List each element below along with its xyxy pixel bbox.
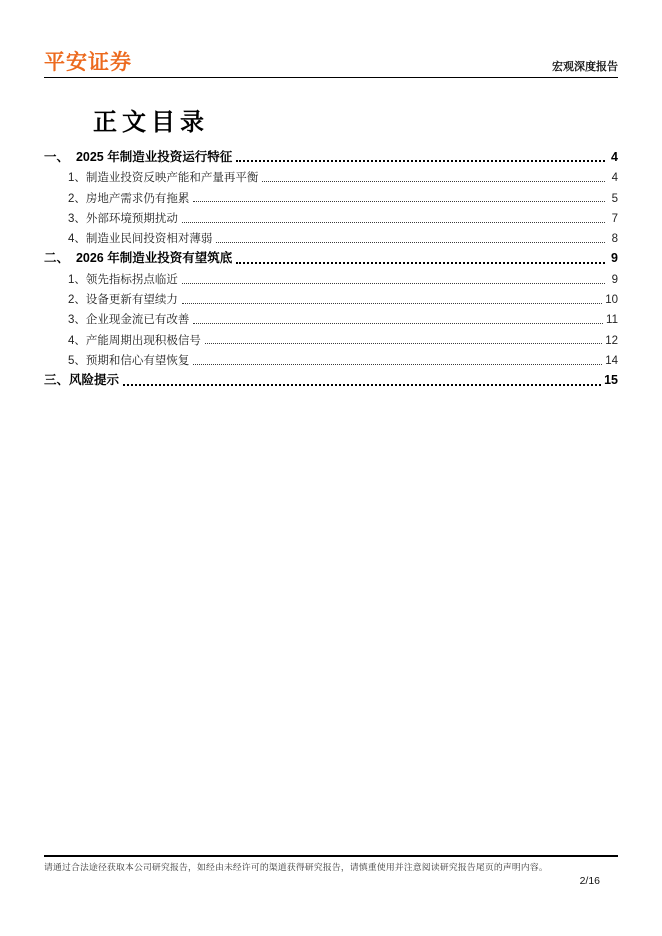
- toc-entry-1-4[interactable]: [44, 226, 618, 246]
- dotted-leader: [123, 384, 601, 386]
- disclaimer-text: 请通过合法途径获取本公司研究报告，如经由未经许可的渠道获得研究报告，请慎重使用并注意阅读研究报告尾页的声明内容。: [44, 862, 548, 872]
- toc-entry-page: 9: [611, 273, 618, 286]
- report-type-label: 宏观深度报告: [552, 61, 618, 73]
- toc-entry-page: 8: [611, 233, 618, 246]
- header-divider: [44, 77, 618, 78]
- toc-entry-text: 三、风险提示: [44, 372, 120, 387]
- toc-entry-2-4[interactable]: [44, 328, 618, 348]
- toc-entry-page: 12: [605, 334, 618, 347]
- toc-entry-text: 1、领先指标拐点临近: [68, 273, 178, 286]
- toc-entry-page: 4: [611, 172, 618, 185]
- page-footer: [44, 855, 618, 887]
- toc-entry-text: 3、外部环境预期扰动: [68, 212, 178, 225]
- toc-entry-section-3[interactable]: [44, 368, 618, 388]
- toc-entry-page: 5: [611, 192, 618, 205]
- toc-entry-page: 10: [605, 294, 618, 306]
- dotted-leader: [193, 364, 602, 365]
- toc-entry-text: 二、 2026 年制造业投资有望筑底: [44, 251, 233, 266]
- dotted-leader: [205, 343, 602, 344]
- toc-entry-1-2[interactable]: [44, 186, 618, 206]
- footer-divider: [44, 855, 618, 857]
- page-header: [44, 46, 618, 76]
- toc-entry-text: 3、企业现金流已有改善: [68, 314, 190, 327]
- toc-entry-1-1[interactable]: [44, 165, 618, 185]
- toc-entry-page: 4: [611, 149, 618, 164]
- toc-entry-page: 7: [611, 212, 618, 225]
- toc-entry-text: 2、设备更新有望续力: [68, 294, 178, 306]
- dotted-leader: [262, 181, 605, 182]
- dotted-leader: [236, 160, 605, 162]
- toc-entry-section-1[interactable]: [44, 145, 618, 165]
- toc-entry-page: 14: [605, 354, 618, 367]
- toc-entry-page: 11: [606, 314, 618, 327]
- dotted-leader: [182, 222, 605, 223]
- dotted-leader: [182, 283, 605, 284]
- dotted-leader: [193, 323, 603, 324]
- toc-entry-page: 15: [604, 372, 618, 387]
- toc-entry-2-2[interactable]: [44, 287, 618, 307]
- toc-entry-2-1[interactable]: [44, 267, 618, 287]
- page-number: 2/16: [579, 875, 600, 887]
- toc-entry-text: 2、房地产需求仍有拖累: [68, 192, 190, 205]
- toc-entry-1-3[interactable]: [44, 206, 618, 226]
- toc-entry-2-5[interactable]: [44, 348, 618, 368]
- pingan-securities-logo: 平安证券: [44, 51, 132, 74]
- toc-entry-text: 5、预期和信心有望恢复: [68, 354, 190, 367]
- toc-entry-page: 9: [611, 251, 618, 266]
- toc-entry-2-3[interactable]: [44, 307, 618, 327]
- toc-entry-text: 4、产能周期出现积极信号: [68, 334, 201, 347]
- toc-entry-text: 4、制造业民间投资相对薄弱: [68, 233, 213, 246]
- toc-title: 正文目录: [93, 109, 209, 136]
- dotted-leader: [216, 242, 605, 243]
- dotted-leader: [182, 303, 602, 304]
- dotted-leader: [236, 262, 605, 264]
- toc-entry-text: 1、制造业投资反映产能和产量再平衡: [68, 172, 259, 185]
- dotted-leader: [193, 201, 605, 202]
- toc-entry-section-2[interactable]: [44, 246, 618, 266]
- table-of-contents: [44, 145, 618, 389]
- toc-entry-text: 一、 2025 年制造业投资运行特征: [44, 149, 233, 164]
